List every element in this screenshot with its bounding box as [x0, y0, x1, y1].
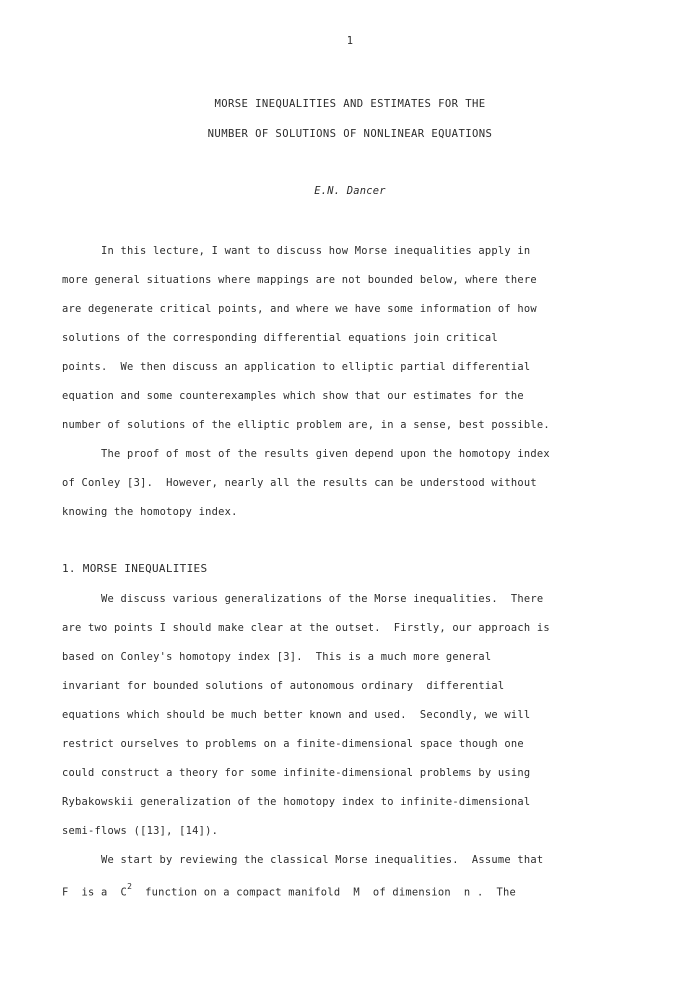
section-heading: 1. MORSE INEQUALITIES	[62, 562, 208, 575]
section-para1-line: restrict ourselves to problems on a finite-dimensional space though one	[62, 738, 524, 750]
section-para1-line: are two points I should make clear at the outset. Firstly, our approach is	[62, 622, 550, 634]
intro-para1-line: number of solutions of the elliptic problem are, in a sense, best possible.	[62, 419, 550, 431]
intro-para1-line: In this lecture, I want to discuss how Morse inequalities apply in	[101, 245, 531, 257]
section-para1-line: semi-flows ([13], [14]).	[62, 825, 219, 837]
intro-para2-line: knowing the homotopy index.	[62, 506, 238, 518]
intro-para2-line: of Conley [3]. However, nearly all the results can be understood without	[62, 477, 537, 489]
section-para2-line: We start by reviewing the classical Morse inequalities. Assume that	[101, 854, 544, 866]
math-text: F is a C	[62, 886, 128, 899]
section-para2-line	[62, 882, 516, 899]
title-line-1: MORSE INEQUALITIES AND ESTIMATES FOR THE	[214, 98, 486, 110]
section-para1-line: could construct a theory for some infinite-dimensional problems by using	[62, 767, 531, 779]
page-number: 1	[346, 35, 354, 47]
title-line-2: NUMBER OF SOLUTIONS OF NONLINEAR EQUATIONS	[207, 128, 493, 140]
intro-para1-line: more general situations where mappings are not bounded below, where there	[62, 274, 537, 286]
intro-para1-line: equation and some counterexamples which show that our estimates for the	[62, 390, 524, 402]
section-para1-line: Rybakowskii generalization of the homotopy index to infinite-dimensional	[62, 796, 531, 808]
intro-para1-line: are degenerate critical points, and where we have some information of how	[62, 303, 537, 315]
section-para1-line: invariant for bounded solutions of autonomous ordinary differential	[62, 680, 505, 692]
section-para1-line: based on Conley's homotopy index [3]. This is a much more general	[62, 651, 492, 663]
section-para1-line: We discuss various generalizations of the Morse inequalities. There	[101, 593, 544, 605]
intro-para1-line: points. We then discuss an application to elliptic partial differential	[62, 361, 531, 373]
math-text: function on a compact manifold M of dimension n . The	[132, 886, 516, 899]
superscript: 2	[127, 882, 133, 891]
intro-para2-line: The proof of most of the results given depend upon the homotopy index	[101, 448, 550, 460]
intro-para1-line: solutions of the corresponding differential equations join critical	[62, 332, 498, 344]
author-name: E.N. Dancer	[314, 185, 386, 197]
section-para1-line: equations which should be much better known and used. Secondly, we will	[62, 709, 531, 721]
